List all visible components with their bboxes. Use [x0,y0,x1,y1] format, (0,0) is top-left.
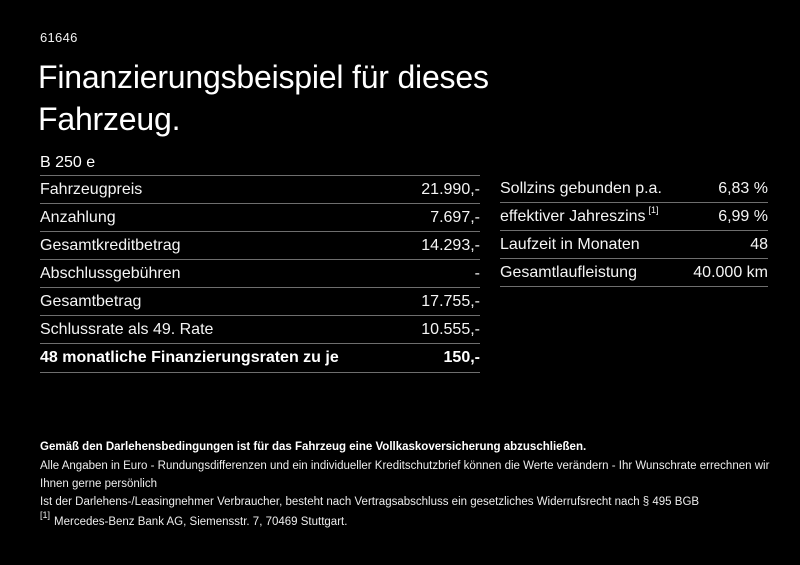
table-row-monatsrate [40,344,480,373]
table-row-sollzins [500,175,768,203]
row-value: 48 [750,235,768,253]
row-value: 40.000 km [693,263,768,281]
table-row-gesamtlaufleistung [500,259,768,287]
row-label: Schlussrate als 49. Rate [40,320,214,338]
disclaimer-footer [40,438,770,531]
row-value: 14.293,- [421,236,480,254]
row-label: Sollzins gebunden p.a. [500,179,662,197]
table-row-anzahlung [40,204,480,232]
row-value: 6,99 % [718,207,768,225]
row-label [500,205,659,226]
table-row-laufzeit [500,231,768,259]
row-label-text: effektiver Jahreszins [500,207,646,225]
row-value: 150,- [443,349,480,366]
footnote-bank [40,510,770,531]
footnote-marker: [1] [648,205,659,216]
row-value: 7.697,- [430,208,480,226]
page-title-line1: Finanzierungsbeispiel für dieses [38,59,489,95]
disclaimer-euro: Alle Angaben in Euro - Rundungsdifferenzen und ein individueller Kreditschutzbrief können die Werte verändern - Ihr Wunschrate errechnen wir Ihnen gerne persönlich [40,460,770,490]
footnote-marker: [1] [40,510,51,521]
table-row-fahrzeugpreis [40,176,480,204]
row-value: - [474,264,480,282]
row-label: Fahrzeugpreis [40,180,143,198]
page-title-line2: Fahrzeug. [38,101,181,137]
row-label: Laufzeit in Monaten [500,235,640,253]
page-title [38,56,489,140]
table-row-abschlussgebuehren [40,260,480,288]
table-row-gesamtkreditbetrag [40,232,480,260]
disclaimer-insurance: Gemäß den Darlehensbedingungen ist für das Fahrzeug eine Vollkaskoversicherung abzuschließen. [40,441,587,453]
row-value: 17.755,- [421,292,480,310]
row-label: Gesamtkreditbetrag [40,236,181,254]
table-row-effektiver-jahreszins [500,203,768,231]
listing-id: 61646 [40,30,78,45]
row-label: Gesamtlaufleistung [500,263,637,281]
row-value: 10.555,- [421,320,480,338]
row-label: Gesamtbetrag [40,292,142,310]
row-label: Anzahlung [40,208,116,226]
disclaimer-widerruf: Ist der Darlehens-/Leasingnehmer Verbraucher, besteht nach Vertragsabschluss ein gesetzliches Widerrufsrecht nach § 495 BGB [40,496,700,508]
table-row-gesamtbetrag [40,288,480,316]
vehicle-model: B 250 e [40,150,480,176]
footnote-text: Mercedes-Benz Bank AG, Siemensstr. 7, 70469 Stuttgart. [54,516,348,528]
conditions-table [500,175,768,287]
table-row-schlussrate [40,316,480,344]
finance-table [40,150,480,373]
row-label: 48 monatliche Finanzierungsraten zu je [40,349,339,366]
row-value: 21.990,- [421,180,480,198]
row-value: 6,83 % [718,179,768,197]
row-label: Abschlussgebühren [40,264,181,282]
